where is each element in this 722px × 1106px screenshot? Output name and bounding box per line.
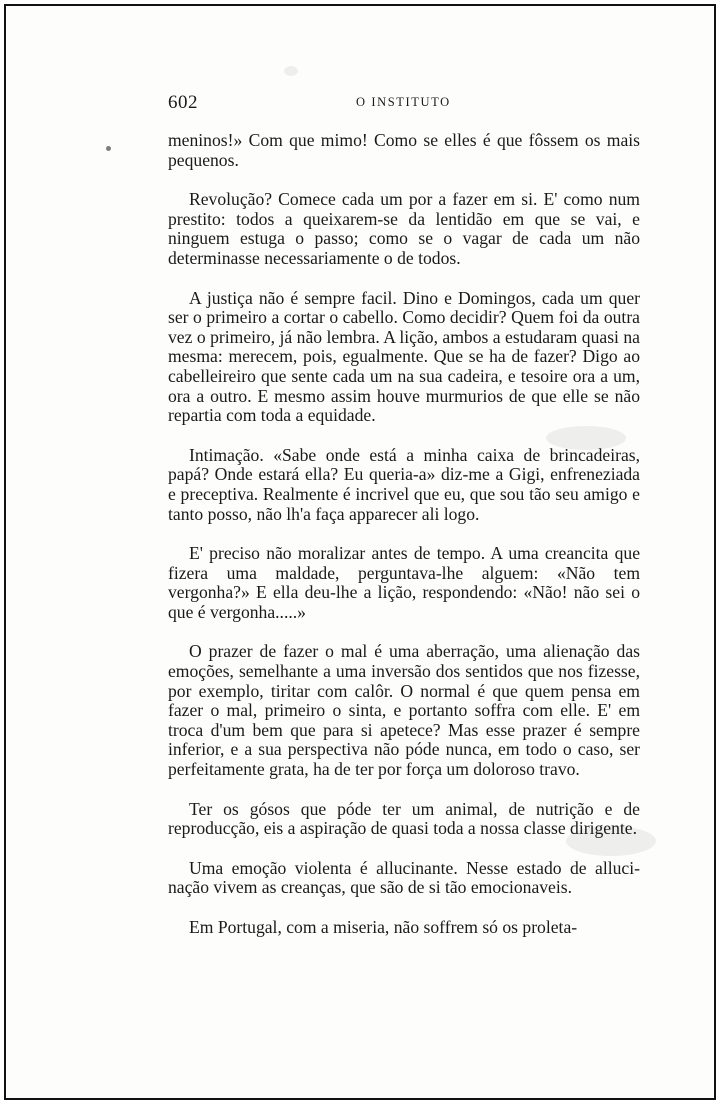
body-text [168, 131, 640, 938]
paragraph: O prazer de fazer o mal é uma aberração, uma alienação das emoções, semelhante a uma inversão dos sentidos que nos fizesse, por exemplo, tiritar com calôr. O normal é que quem pensa em fazer o mal, primeiro o sinta, e portanto soffra com elle. E' em troca d'um bem que para si apetece? Mas esse prazer é sempre inferior, e a sua perspectiva não póde nunca, em todo o caso, ser perfeitamente grata, ha de ter por força um doloroso travo. [168, 641, 640, 780]
paragraph: meninos!» Com que mimo! Como se elles é que fôssem os mais pequenos. [168, 130, 640, 170]
ink-smudge [284, 66, 298, 76]
journal-title: O INSTITUTO [356, 95, 451, 109]
paragraph: Intimação. «Sabe onde está a minha caixa de brincadeiras, papá? Onde estará ella? Eu queria-a» diz-me a Gigi, enfreneziada e preceptiva. Realmente é incrivel que eu, que sou tão seu amigo e tanto posso, não lh'a faça apparecer ali logo. [168, 444, 640, 524]
paragraph: A justiça não é sempre facil. Dino e Domingos, cada um quer ser o primeiro a cortar o cabello. Como decidir? Quem foi da outra vez o primeiro, já não lembra. A lição, ambos a estudaram quasi na mesma: merecem, pois, egualmente. Que se ha de fazer? Digo ao cabelleireiro que sente cada um na sua cadeira, e tesoire ora a um, ora a outro. E mesmo assim houve murmurios de que elle se não repartia com toda a equidade. [168, 287, 640, 426]
page-number: 602 [168, 92, 198, 113]
paragraph: Uma emoção violenta é allucinante. Nesse estado de allucinação vivem as creanças, que são de si tão emocionaveis. [168, 857, 640, 898]
paragraph: Ter os gósos que póde ter um animal, de nutrição e de reproducção, eis a aspiração de quasi toda a nossa classe dirigente. [168, 798, 640, 839]
running-head [168, 92, 638, 116]
ink-smudge [106, 146, 111, 151]
paragraph: Revolução? Comece cada um por a fazer em si. E' como num prestito: todos a queixarem-se da lentidão em que se vai, e ninguem estuga o passo; como se o vagar de cada um não determinasse necessariamente o de todos. [168, 189, 640, 268]
paragraph: Em Portugal, com a miseria, não soffrem só os proleta- [189, 917, 578, 937]
paragraph: E' preciso não moralizar antes de tempo. A uma creancita que fizera uma maldade, perguntava-lhe alguem: «Não tem vergonha?» E ella deu-lhe a lição, respondendo: «Não! não sei o que é vergonha.....» [168, 543, 640, 622]
